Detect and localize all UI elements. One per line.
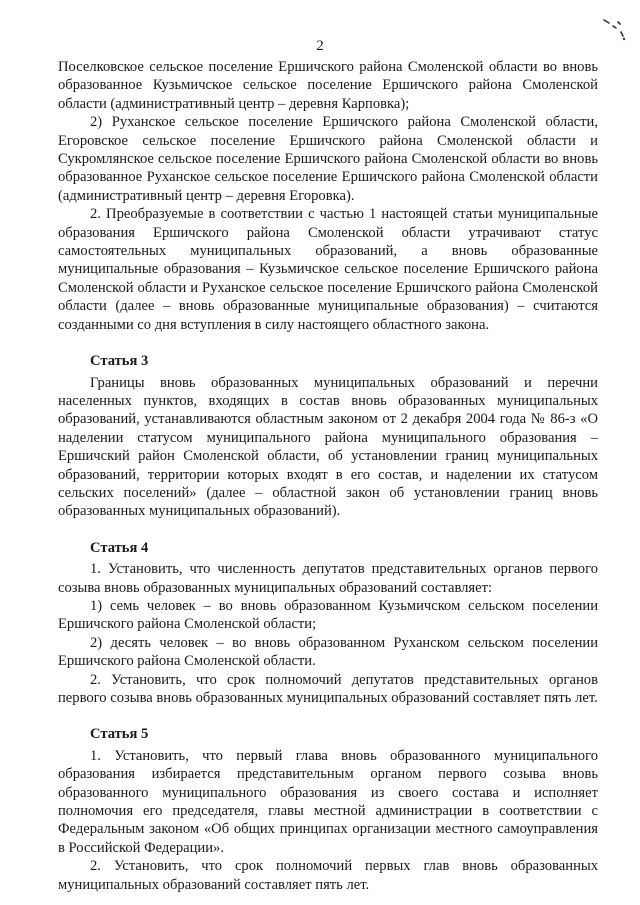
article-4-heading: Статья 4 (90, 539, 149, 556)
paragraph: 2) десять человек – во вновь образованном Руханском сельском поселении Ершичского района Смоленской области. (58, 634, 598, 670)
page-number: 2 (316, 38, 324, 54)
article-5-heading: Статья 5 (90, 726, 149, 743)
paragraph: 2. Установить, что срок полномочий депутатов представительных органов первого созыва вновь образованных муниципальных образований составляет пять лет. (58, 671, 598, 706)
paragraph: 1. Установить, что численность депутатов представительных органов первого созыва вновь образованных муниципальных образований составляет: (58, 561, 598, 596)
paragraph-continuation: Поселковское сельское поселение Ершичского района Смоленской области во вновь образованное Кузьмичское сельское поселение Ершичского района Смоленской области (административный центр – деревня Карповка); (58, 59, 598, 112)
paragraph: Границы вновь образованных муниципальных образований и перечни населенных пунктов, входящих в состав вновь образованных муниципальных образований, устанавливаются областным законом от 2 декабря 2004 года № 86-з «О наделении статусом муниципального района муниципального образования – Ершичский район Смоленской области, об установлении границ муниципальных образований, территории которых входят в его состав, и наделении их статусом сельских поселений» (далее – областной закон об установлении границ вновь образованных муниципальных образований). (58, 374, 598, 520)
paragraph: 1) семь человек – во вновь образованном Кузьмичском сельском поселении Ершичского района Смоленской области; (58, 597, 598, 633)
paragraph: 1. Установить, что первый глава вновь образованного муниципального образования избирается представительным органом первого созыва вновь образованного муниципального образования из своего состава и исполняет полномочия его председателя, главы местной администрации в соответствии с Федеральным законом «Об общих принципах организации местного самоуправления в Российской Федерации». (58, 747, 598, 856)
paragraph: 2) Руханское сельское поселение Ершичского района Смоленской области, Егоровское сельское поселение Ершичского района Смоленской области и Сукромлянское сельское поселение Ершичского района Смоленской области во вновь образованное Руханское сельское поселение Ершичского района Смоленской области (административный центр – деревня Егоровка). (58, 114, 598, 204)
article-3-heading: Статья 3 (90, 353, 149, 370)
paragraph: 2. Преобразуемые в соответствии с частью 1 настоящей статьи муниципальные образования Ершичского района Смоленской области утрачивают статус самостоятельных муниципальных образований, а вновь образованные муниципальные образования – Кузьмичское сельское поселение Ершичского района Смоленской области и Руханское сельское поселение Ершичского района Смоленской области (далее – вновь образованные муниципальные образования) – считаются созданными со дня вступления в силу настоящего областного закона. (58, 206, 598, 333)
document-body (58, 58, 598, 894)
paragraph: 2. Установить, что срок полномочий первых глав вновь образованных муниципальных образований составляет пять лет. (58, 858, 598, 893)
